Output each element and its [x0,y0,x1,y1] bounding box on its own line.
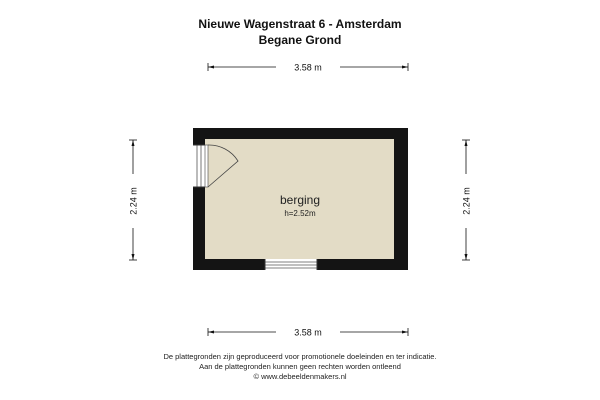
dimension-bottom-label: 3.58 m [294,327,322,338]
dimension-left-label: 2.24 m [128,187,139,215]
dimension-top [208,60,408,74]
room-name: berging [279,193,321,207]
dimension-top-label: 3.58 m [294,62,322,73]
dimension-bottom [208,325,408,339]
plan-address-title: Nieuwe Wagenstraat 6 - Amsterdam [198,17,402,31]
dimension-left [126,140,140,260]
disclaimer-line-2: Aan de plattegronden kunnen geen rechten worden ontleend [199,362,401,371]
floor-level-title: Begane Grond [258,33,342,47]
room-height: h=2.52m [284,209,316,218]
disclaimer-line-1: De plattegronden zijn geproduceerd voor promotionele doeleinden en ter indicatie. [163,352,437,361]
dimension-right [459,140,473,260]
window [265,259,317,270]
copyright-line: © www.debeeldenmakers.nl [253,372,347,381]
dimension-right-label: 2.24 m [461,187,472,215]
